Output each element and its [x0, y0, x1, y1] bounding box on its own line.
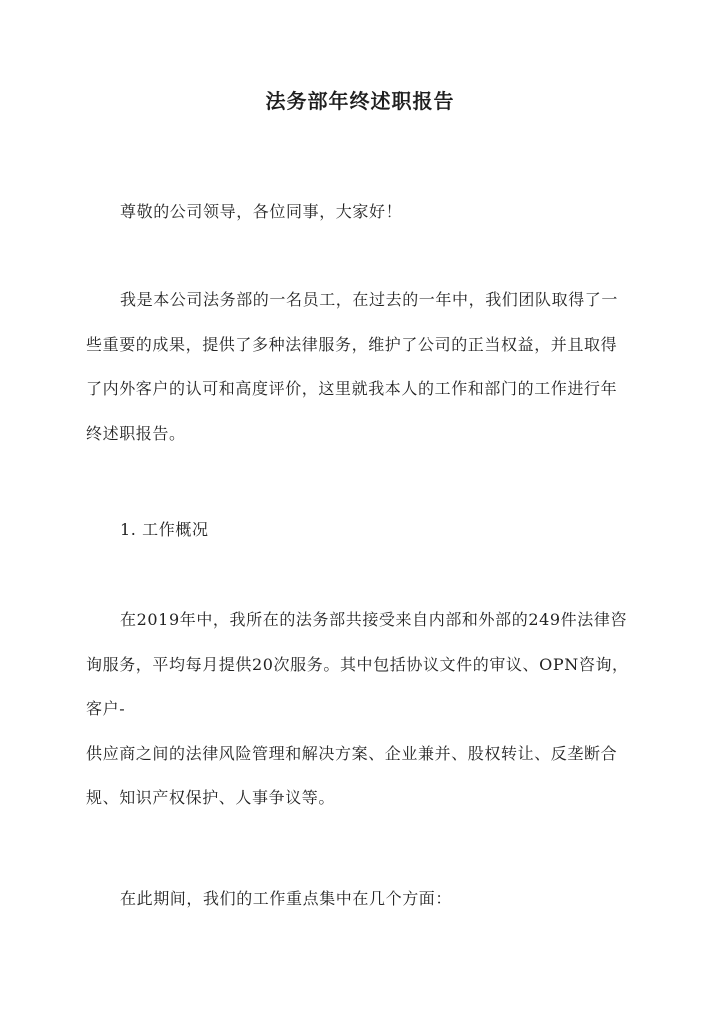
overview-line: 询服务，平均每月提供20次服务。其中包括协议文件的审议、OPN咨询， [86, 654, 629, 674]
section-heading-paragraph [86, 508, 638, 553]
greeting-paragraph [86, 190, 638, 235]
intro-line: 我是本公司法务部的一名员工，在过去的一年中，我们团队取得了一 [120, 290, 619, 309]
document-title: 法务部年终述职报告 [265, 89, 455, 113]
focus-intro-text: 在此期间，我们的工作重点集中在几个方面： [120, 889, 453, 908]
overview-line: 供应商之间的法律风险管理和解决方案、企业兼并、股权转让、反垄断合 [86, 743, 618, 763]
overview-paragraph [86, 598, 638, 821]
intro-line: 了内外客户的认可和高度评价，这里就我本人的工作和部门的工作进行年 [86, 379, 618, 398]
greeting-text: 尊敬的公司领导，各位同事，大家好！ [120, 202, 403, 221]
overview-line: 规、知识产权保护、人事争议等。 [86, 788, 336, 807]
focus-paragraph [86, 877, 638, 922]
intro-line: 些重要的成果，提供了多种法律服务，维护了公司的正当权益，并且取得 [86, 334, 618, 354]
intro-paragraph [86, 278, 638, 456]
intro-line: 终述职报告。 [86, 423, 186, 443]
overview-line: 客户- [86, 699, 126, 718]
section-heading: 1. 工作概况 [120, 520, 209, 539]
overview-line: 在2019年中，我所在的法务部共接受来自内部和外部的249件法律咨 [120, 610, 628, 629]
